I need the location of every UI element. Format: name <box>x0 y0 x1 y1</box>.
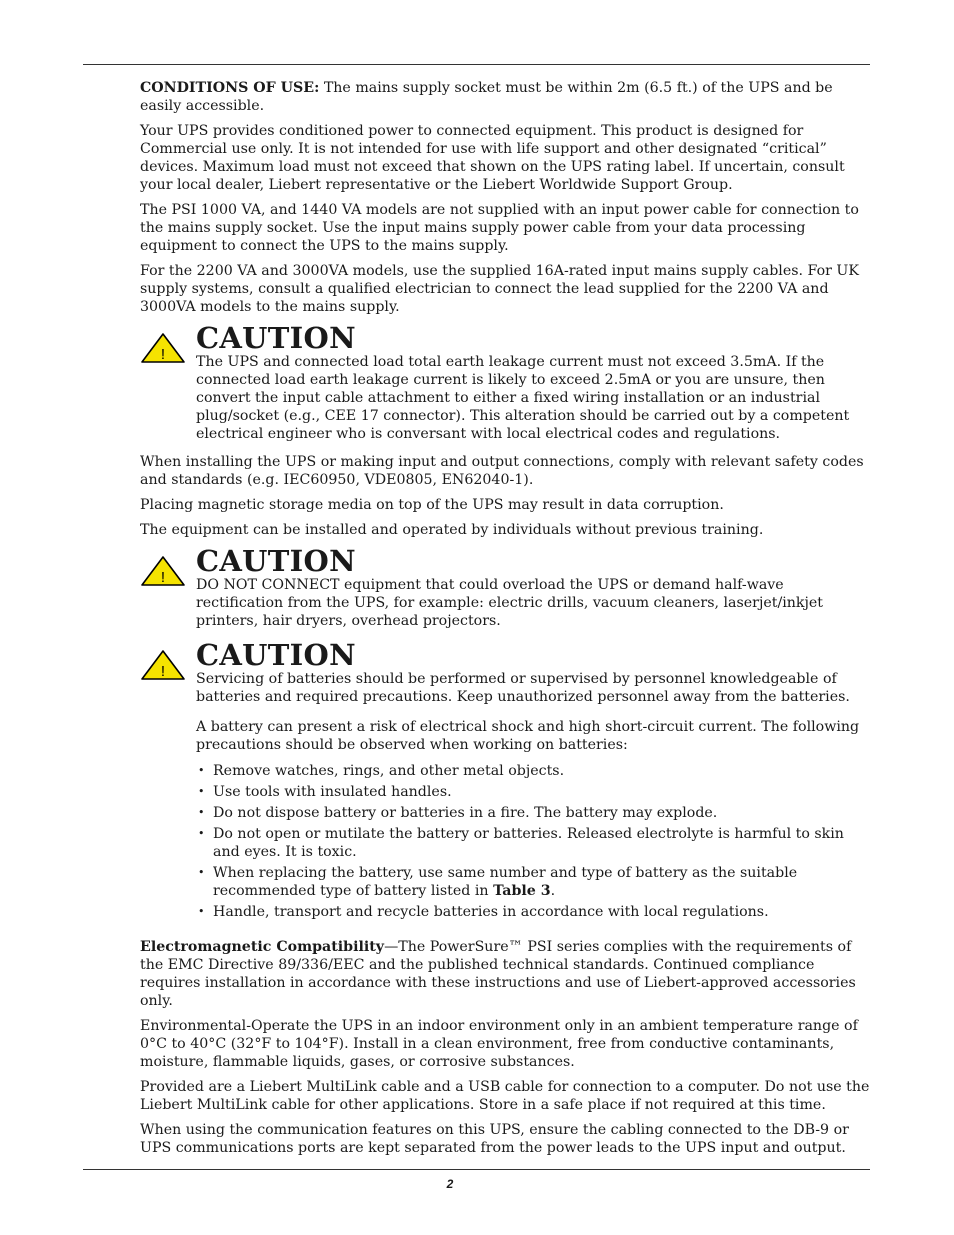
list-item: • Remove watches, rings, and other metal objects. <box>196 762 870 780</box>
intro-paragraph-2: The PSI 1000 VA, and 1440 VA models are not supplied with an input power cable for connection to the mains supply socket. Use the input mains supply power cable from your data processing equipment to connect the UPS to the mains supply. <box>140 202 859 254</box>
caution-title-2: CAUTION <box>196 544 356 578</box>
list-item-text: When replacing the battery, use same number and type of battery as the suitable recommended type of battery listed in <box>213 865 798 899</box>
page-number: 2 <box>446 1177 454 1191</box>
warning-triangle-icon <box>140 555 186 587</box>
list-item: • Use tools with insulated handles. <box>196 783 870 801</box>
intro-paragraph-3: For the 2200 VA and 3000VA models, use the supplied 16A-rated input mains supply cables. For UK supply systems, consult a qualified electrician to connect the lead supplied for the 2200 VA and 3000VA models to the mains supply. <box>140 263 859 315</box>
list-item: • Do not dispose battery or batteries in a fire. The battery may explode. <box>196 804 870 822</box>
warning-triangle-icon <box>140 649 186 681</box>
list-item-text-end: . <box>550 883 556 899</box>
mid-paragraph-3: The equipment can be installed and operated by individuals without previous training. <box>140 522 764 538</box>
caution-text-3b: A battery can present a risk of electrical shock and high short-circuit current. The following precautions should be observed when working on batteries: <box>196 719 860 753</box>
end-paragraph-3: When using the communication features on this UPS, ensure the cabling connected to the DB-9 or UPS communications ports are kept separated from the power leads to the UPS input and output. <box>140 1122 849 1156</box>
caution-text-2: DO NOT CONNECT equipment that could overload the UPS or demand half-wave rectification from the UPS, for example: electric drills, vacuum cleaners, laserjet/inkjet printers, hair dryers, overhead projectors. <box>196 577 824 629</box>
emc-text: —The PowerSure™ PSI series complies with the requirements of the EMC Directive 89/336/EEC and the published technical standards. Continued compliance requires installation in accordance with these instructions and use of Liebert-approved accessories only. <box>140 939 856 1009</box>
conditions-label: CONDITIONS OF USE: <box>140 80 320 96</box>
warning-triangle-icon <box>140 332 186 364</box>
svg-text:!: ! <box>160 663 166 680</box>
svg-text:!: ! <box>160 346 166 363</box>
caution-block-3 <box>140 640 870 921</box>
emc-label: Electromagnetic Compatibility <box>140 939 385 955</box>
page-body <box>140 79 870 1164</box>
conditions-of-use-paragraph <box>140 79 870 115</box>
mid-paragraph-2: Placing magnetic storage media on top of the UPS may result in data corruption. <box>140 497 724 513</box>
footer-rule <box>83 1169 870 1170</box>
list-item: • Handle, transport and recycle batteries in accordance with local regulations. <box>196 903 870 921</box>
header-rule <box>83 64 870 65</box>
caution-text-3a: Servicing of batteries should be performed or supervised by personnel knowledgeable of batteries and required precautions. Keep unauthorized personnel away from the batteries. <box>196 671 850 705</box>
list-item <box>196 864 870 900</box>
caution-block-1 <box>140 323 870 443</box>
emc-paragraph <box>140 938 870 1010</box>
end-paragraph-1: Environmental-Operate the UPS in an indoor environment only in an ambient temperature range of 0°C to 40°C (32°F to 104°F). Install in a clean environment, free from conductive contaminants, moisture, flammable liquids, gases, or corrosive substances. <box>140 1018 858 1070</box>
conditions-text: The mains supply socket must be within 2m (6.5 ft.) of the UPS and be easily accessible. <box>140 80 833 114</box>
battery-precautions-list <box>196 762 870 921</box>
mid-paragraph-1: When installing the UPS or making input and output connections, comply with relevant safety codes and standards (e.g. IEC60950, VDE0805, EN62040-1). <box>140 454 864 488</box>
list-item: • Do not open or mutilate the battery or batteries. Released electrolyte is harmful to skin and eyes. It is toxic. <box>196 825 870 861</box>
end-paragraph-2: Provided are a Liebert MultiLink cable and a USB cable for connection to a computer. Do not use the Liebert MultiLink cable for other applications. Store in a safe place if not required at this time. <box>140 1079 870 1113</box>
svg-text:!: ! <box>160 569 166 586</box>
caution-text-1: The UPS and connected load total earth leakage current must not exceed 3.5mA. If the connected load earth leakage current is likely to exceed 2.5mA or you are unsure, then convert the input cable attachment to either a fixed wiring installation or an industrial plug/socket (e.g., CEE 17 connector). This alteration should be carried out by a competent electrical engineer who is conversant with local electrical codes and regulations. <box>196 354 850 442</box>
caution-block-2 <box>140 546 870 630</box>
caution-title-1: CAUTION <box>196 321 356 355</box>
table-3-reference: Table 3 <box>493 883 551 899</box>
intro-paragraph-1: Your UPS provides conditioned power to connected equipment. This product is designed for Commercial use only. It is not intended for use with life support and other designated “critical” devices. Maximum load must not exceed that shown on the UPS rating label. If uncertain, consult your local dealer, Liebert representative or the Liebert Worldwide Support Group. <box>140 123 845 193</box>
caution-title-3: CAUTION <box>196 638 356 672</box>
